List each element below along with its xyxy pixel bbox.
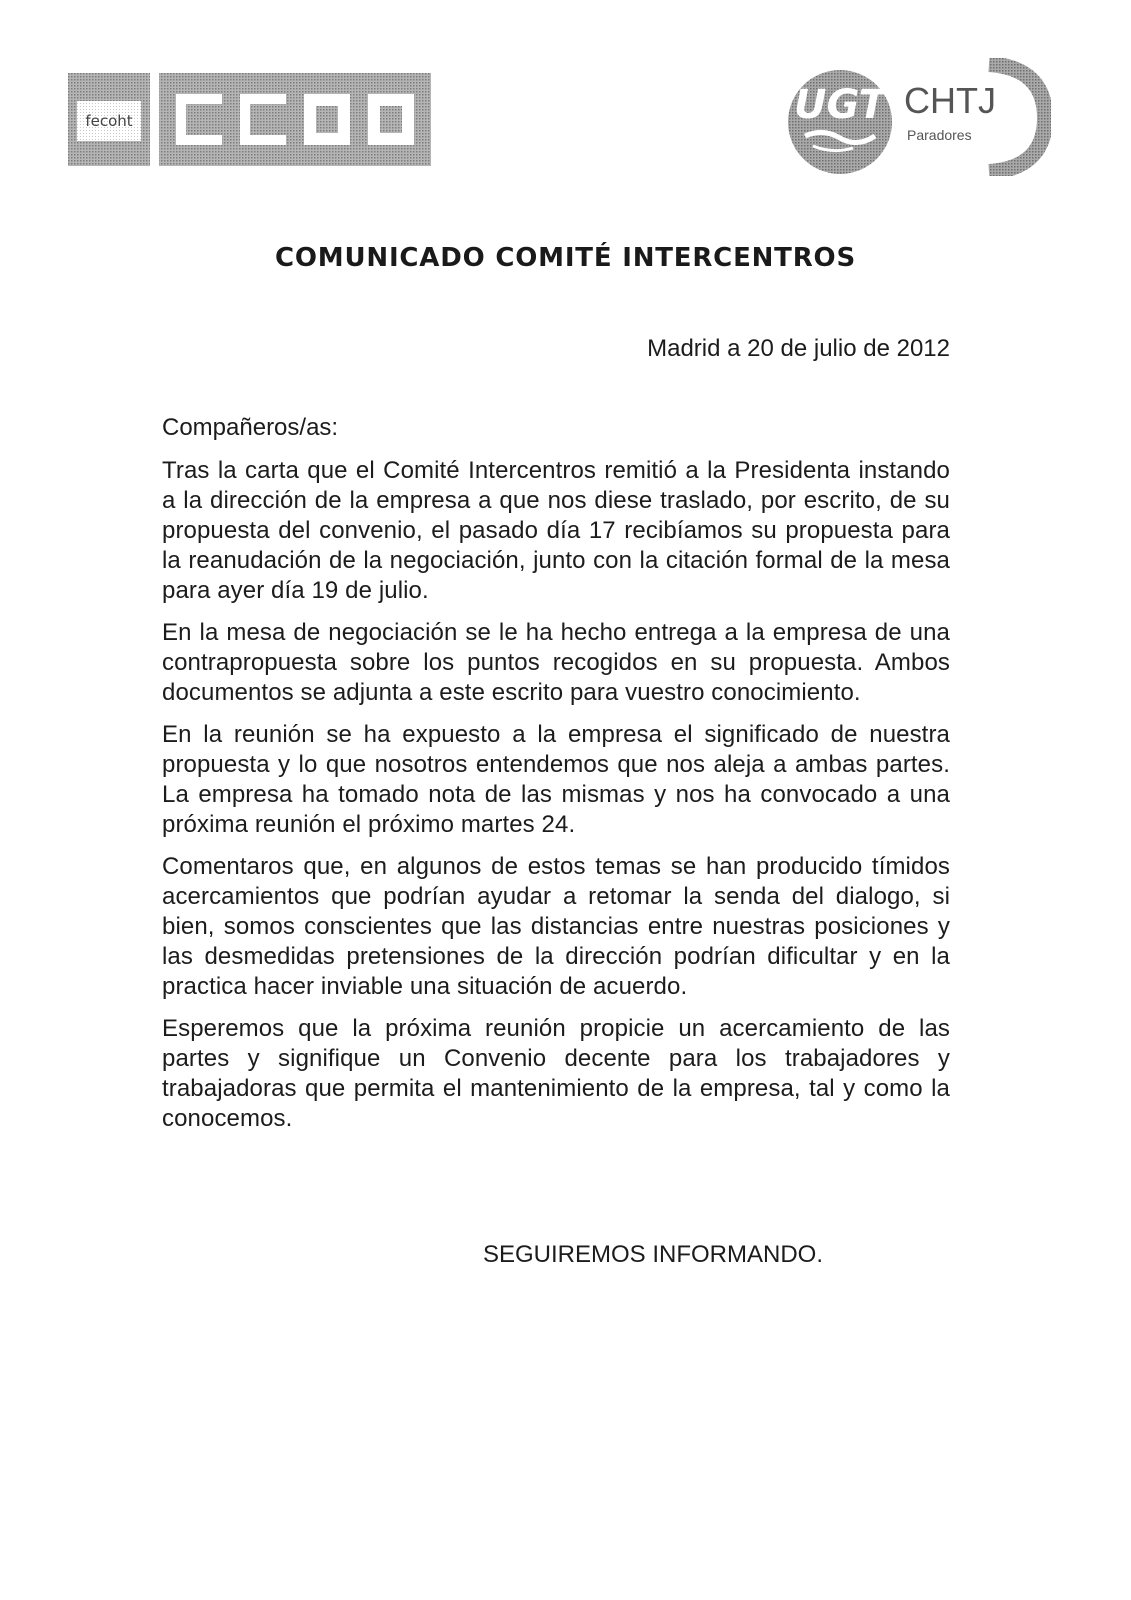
- chtj-text: CHTJ: [904, 80, 996, 121]
- ugt-chtj-logo: [783, 58, 1051, 176]
- greeting: Compañeros/as:: [162, 414, 339, 441]
- paragraph: Esperemos que la próxima reunión propicie un acercamiento de las partes y signifique un Convenio decente para los trabajadores y trabajadoras que permita el mantenimiento de la empresa, tal y como la conocemos.: [162, 1015, 950, 1132]
- document-body: [162, 456, 950, 1146]
- document-title: COMUNICADO COMITÉ INTERCENTROS: [275, 243, 856, 273]
- ugt-badge-text: UGT: [794, 82, 886, 128]
- closing-line: SEGUIREMOS INFORMANDO.: [482, 1241, 824, 1268]
- paradores-text: Paradores: [907, 127, 972, 143]
- fecoht-logo-text: fecoht: [85, 112, 133, 130]
- paragraph: Comentaros que, en algunos de estos temas se han producido tímidos acercamientos que podrían ayudar a retomar la senda del dialogo, si bien, somos conscientes que las distancias entre nuestras posiciones y las desmedidas pretensiones de la dirección podrían dificultar y en la practica hacer inviable una situación de acuerdo.: [162, 853, 950, 1000]
- fecoht-ccoo-logo: [68, 73, 431, 166]
- paragraph: En la reunión se ha expuesto a la empresa el significado de nuestra propuesta y lo que nosotros entendemos que nos aleja a ambas partes. La empresa ha tomado nota de las mismas y nos ha convocado a una próxima reunión el próximo martes 24.: [162, 721, 950, 838]
- document-date: Madrid a 20 de julio de 2012: [647, 335, 950, 362]
- paragraph: Tras la carta que el Comité Intercentros remitió a la Presidenta instando a la dirección de la empresa a que nos diese traslado, por escrito, de su propuesta del convenio, el pasado día 17 recibíamos su propuesta para la reanudación de la negociación, junto con la citación formal de la mesa para ayer día 19 de julio.: [162, 457, 950, 604]
- paragraph: En la mesa de negociación se le ha hecho entrega a la empresa de una contrapropuesta sobre los puntos recogidos en su propuesta. Ambos documentos se adjunta a este escrito para vuestro conocimiento.: [162, 619, 950, 706]
